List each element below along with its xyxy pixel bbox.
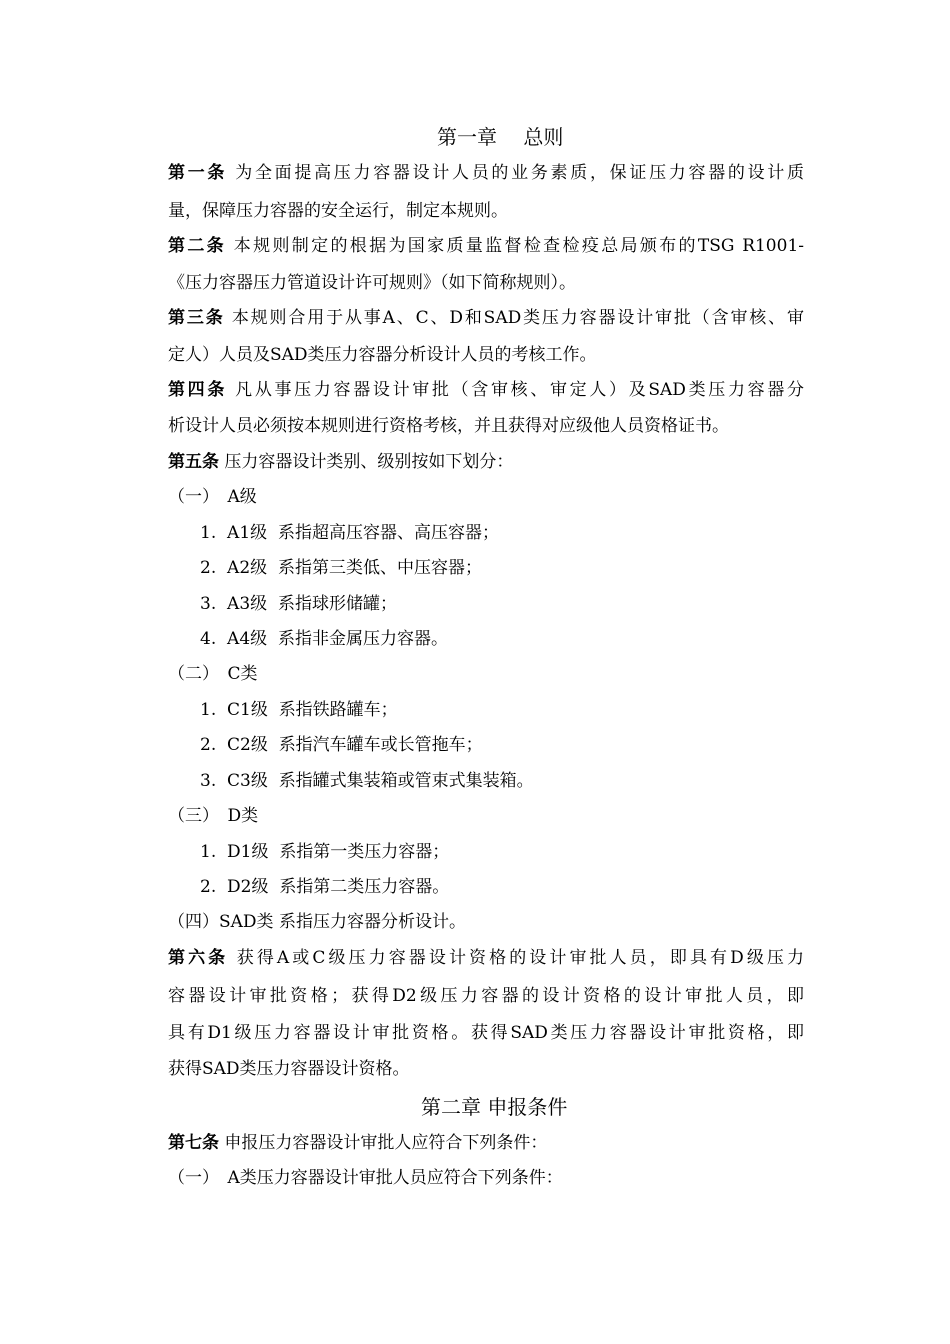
class-c-heading: （二） C类 — [168, 664, 258, 684]
article-2-label: 第二条 — [168, 236, 227, 256]
article-7-label: 第七条 — [168, 1133, 219, 1153]
article-1-line-1 — [168, 162, 804, 184]
article-7-sub-1: （一） A类压力容器设计审批人员应符合下列条件： — [168, 1168, 563, 1188]
article-6-label: 第六条 — [168, 948, 229, 968]
list-item: 1. C1级 系指铁路罐车； — [200, 700, 398, 720]
chapter-2-title: 第二章 申报条件 — [421, 1095, 568, 1119]
article-1-line-2: 量，保障压力容器的安全运行，制定本规则。 — [168, 201, 508, 221]
list-item: 2. D2级 系指第二类压力容器。 — [200, 877, 450, 897]
article-4-text: 凡从事压力容器设计审批（含审核、审定人）及SAD类压力容器分 — [235, 380, 805, 400]
class-d-heading: （三） D类 — [168, 806, 259, 826]
list-item: 1. A1级 系指超高压容器、高压容器； — [200, 523, 499, 543]
article-2-line-2: 《压力容器压力管道设计许可规则》（如下简称规则）。 — [168, 273, 576, 293]
list-item: 2. A2级 系指第三类低、中压容器； — [200, 558, 482, 578]
list-item: 1. D1级 系指第一类压力容器； — [200, 842, 450, 862]
article-4-line-1 — [168, 379, 804, 401]
article-6-text: 获得A或C级压力容器设计资格的设计审批人员，即具有D级压力 — [236, 948, 805, 968]
class-a-heading: （一） A级 — [168, 487, 257, 507]
article-1-text: 为全面提高压力容器设计人员的业务素质，保证压力容器的设计质 — [235, 163, 805, 183]
article-3-label: 第三条 — [168, 308, 225, 328]
article-3-line-2: 定人）人员及SAD类压力容器分析设计人员的考核工作。 — [168, 345, 597, 365]
list-item: 3. C3级 系指罐式集装箱或管束式集装箱。 — [200, 771, 534, 791]
list-item: 3. A3级 系指球形储罐； — [200, 594, 397, 614]
article-2-line-1 — [168, 235, 804, 257]
article-6-line-1 — [168, 947, 804, 969]
article-5-line-1 — [168, 451, 513, 473]
list-item: 2. C2级 系指汽车罐车或长管拖车； — [200, 735, 483, 755]
article-4-line-2: 析设计人员必须按本规则进行资格考核，并且获得对应级他人员资格证书。 — [168, 416, 729, 436]
article-6-line-4: 获得SAD类压力容器设计资格。 — [168, 1059, 410, 1079]
article-4-label: 第四条 — [168, 380, 228, 400]
chapter-1-title: 第一章 总则 — [437, 125, 564, 149]
class-sad-line: （四）SAD类 系指压力容器分析设计。 — [168, 912, 466, 932]
article-3-line-1 — [168, 307, 804, 329]
article-5-text: 压力容器设计类别、级别按如下划分： — [224, 452, 514, 472]
article-5-label: 第五条 — [168, 452, 219, 472]
article-3-text: 本规则合用于从事A、C、D和SAD类压力容器设计审批（含审核、审 — [231, 308, 805, 328]
article-1-label: 第一条 — [168, 163, 228, 183]
article-7-line-1 — [168, 1132, 547, 1154]
article-6-line-3: 具有D1级压力容器设计审批资格。获得SAD类压力容器设计审批资格，即 — [168, 1023, 804, 1043]
article-6-line-2: 容器设计审批资格；获得D2级压力容器的设计资格的设计审批人员，即 — [168, 986, 804, 1006]
article-7-text: 申报压力容器设计审批人应符合下列条件： — [224, 1133, 548, 1153]
list-item: 4. A4级 系指非金属压力容器。 — [200, 629, 448, 649]
article-2-text: 本规则制定的根据为国家质量监督检查检疫总局颁布的TSG R1001- — [233, 236, 804, 256]
